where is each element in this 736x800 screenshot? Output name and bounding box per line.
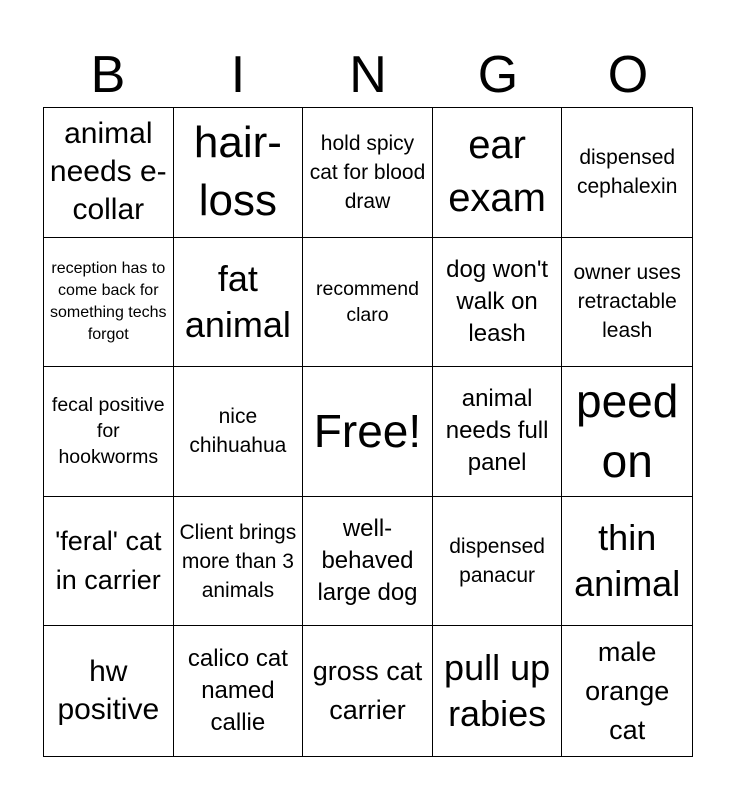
bingo-cell[interactable]: [562, 497, 692, 627]
header-letter-b: B: [90, 46, 126, 104]
bingo-cell[interactable]: [44, 238, 174, 368]
cell-text: gross cat carrier: [312, 656, 423, 726]
cell-text: dog won't walk on leash: [446, 255, 549, 347]
bingo-cell[interactable]: [433, 238, 563, 368]
bingo-cell[interactable]: [174, 238, 304, 368]
bingo-cell[interactable]: [562, 626, 692, 756]
cell-text: thin animal: [574, 517, 681, 605]
cell-text: dispensed cephalexin: [576, 146, 678, 199]
cell-text: nice chihuahua: [189, 405, 287, 458]
header-letter-o: O: [607, 46, 649, 104]
cell-text: male orange cat: [585, 636, 670, 745]
bingo-cell[interactable]: [303, 497, 433, 627]
cell-text: 'feral' cat in carrier: [55, 526, 162, 596]
cell-text: ear exam: [448, 123, 546, 221]
bingo-cell[interactable]: [303, 626, 433, 756]
bingo-cell[interactable]: [433, 497, 563, 627]
bingo-cell[interactable]: [44, 626, 174, 756]
bingo-header: [43, 42, 693, 108]
bingo-cell[interactable]: [174, 367, 304, 497]
header-letter-i: I: [230, 46, 246, 104]
cell-text: animal needs full panel: [445, 385, 549, 477]
bingo-cell[interactable]: [562, 367, 692, 497]
bingo-cell[interactable]: [44, 497, 174, 627]
bingo-cell[interactable]: [174, 108, 304, 238]
cell-text: calico cat named callie: [187, 645, 288, 737]
bingo-cell[interactable]: [303, 238, 433, 368]
cell-text: fecal positive for hookworms: [51, 394, 165, 469]
cell-text: owner uses retractable leash: [573, 261, 681, 343]
bingo-card: [43, 107, 693, 757]
bingo-cell[interactable]: [562, 238, 692, 368]
header-letter-g: G: [477, 46, 519, 104]
cell-text: recommend claro: [316, 277, 419, 326]
header-letter-n: N: [349, 46, 387, 104]
cell-text: hold spicy cat for blood draw: [309, 131, 426, 213]
free-space-cell[interactable]: [303, 367, 433, 497]
bingo-cell[interactable]: [433, 626, 563, 756]
cell-text: pull up rabies: [444, 647, 551, 735]
cell-text: Client brings more than 3 animals: [179, 520, 297, 602]
cell-text: reception has to come back for something techs forgot: [50, 259, 167, 343]
bingo-cell[interactable]: [44, 108, 174, 238]
bingo-cell[interactable]: [562, 108, 692, 238]
cell-text: hw positive: [57, 655, 160, 727]
cell-text: fat animal: [184, 257, 291, 345]
cell-text: hair-loss: [193, 118, 282, 226]
free-space-text: Free!: [313, 405, 422, 458]
cell-text: animal needs e-collar: [49, 117, 167, 227]
bingo-cell[interactable]: [174, 497, 304, 627]
cell-text: dispensed panacur: [449, 535, 545, 588]
bingo-cell[interactable]: [44, 367, 174, 497]
bingo-cell[interactable]: [433, 367, 563, 497]
cell-text: well-behaved large dog: [317, 515, 418, 607]
bingo-cell[interactable]: [303, 108, 433, 238]
cell-text: peed on: [576, 375, 679, 488]
bingo-cell[interactable]: [433, 108, 563, 238]
bingo-cell[interactable]: [174, 626, 304, 756]
